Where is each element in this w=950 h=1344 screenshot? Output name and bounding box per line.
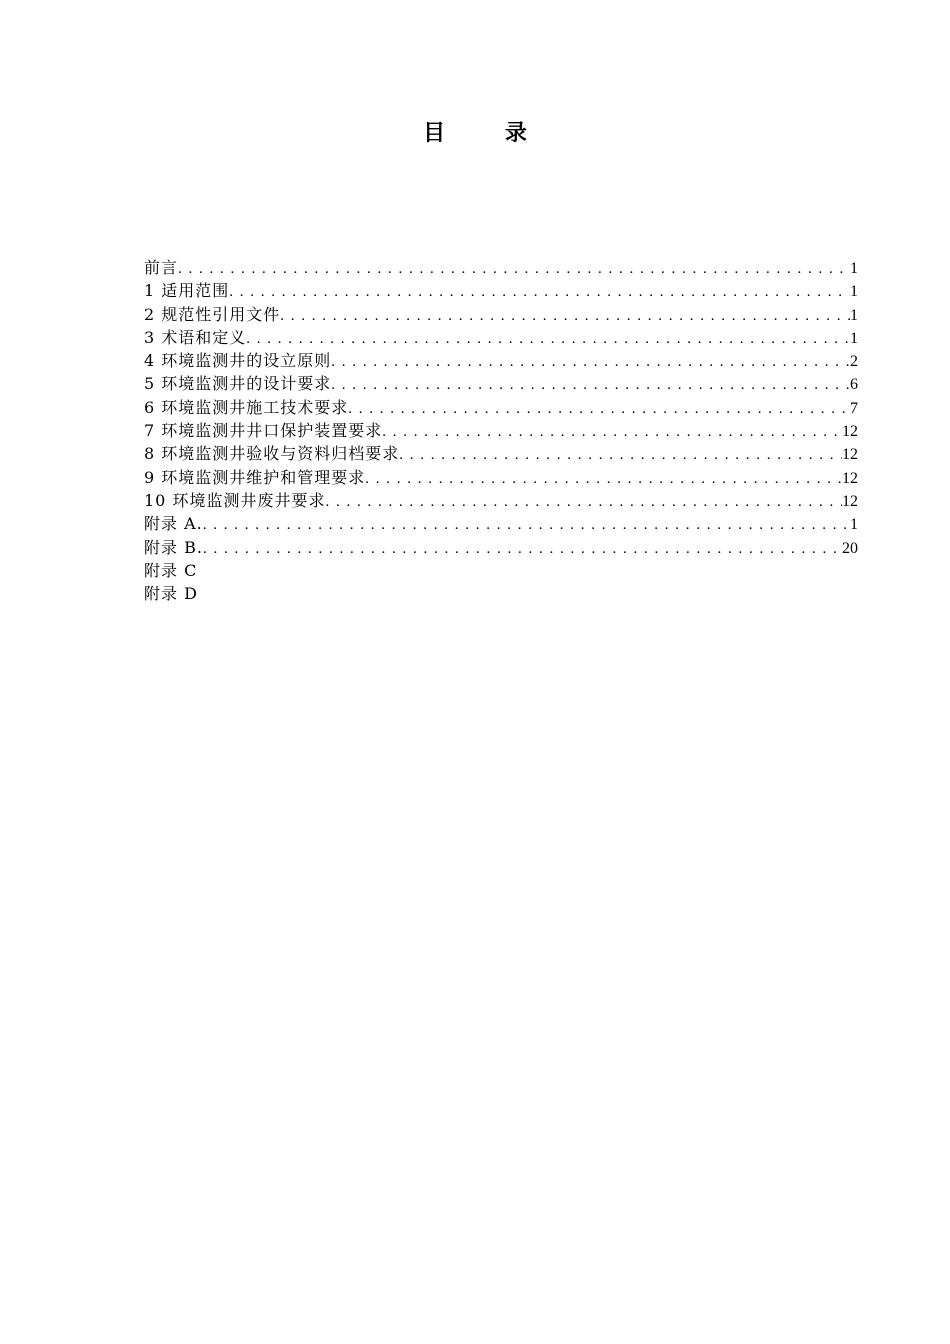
toc-entry-label: 7 环境监测井井口保护装置要求	[144, 421, 383, 441]
toc-entry-page: 1	[850, 329, 858, 347]
toc-entry-abandonment[interactable]	[144, 489, 858, 512]
toc-entry-page: 1	[850, 306, 858, 324]
toc-dot-leader	[365, 468, 842, 491]
toc-entry-label: 1 适用范围	[144, 281, 230, 301]
toc-entry-label: 附录 B.	[144, 537, 203, 557]
toc-dot-leader	[280, 305, 850, 328]
toc-entry-page: 20	[842, 539, 858, 557]
table-of-contents	[144, 256, 858, 605]
toc-entry-page: 6	[850, 376, 858, 394]
toc-entry-normative-references[interactable]	[144, 303, 858, 326]
toc-entry-label: 4 环境监测井的设立原则	[144, 351, 332, 371]
toc-entry-terms-definitions[interactable]	[144, 326, 858, 349]
toc-entry-label: 2 规范性引用文件	[144, 304, 281, 324]
toc-entry-page: 7	[850, 399, 858, 417]
toc-entry-label: 前言	[144, 258, 179, 277]
toc-entry-label: 8 环境监测井验收与资料归档要求	[144, 444, 400, 464]
toc-dot-leader	[229, 281, 850, 304]
toc-dot-leader	[399, 444, 842, 467]
toc-dot-leader	[246, 328, 850, 351]
toc-entry-label: 9 环境监测井维护和管理要求	[144, 467, 366, 487]
toc-entry-label: 5 环境监测井的设计要求	[144, 374, 332, 394]
toc-entry-design-requirements[interactable]	[144, 372, 858, 395]
toc-entry-label: 附录 D	[144, 584, 198, 604]
toc-entry-wellhead-protection[interactable]	[144, 419, 858, 442]
toc-entry-appendix-d[interactable]	[144, 582, 858, 605]
toc-dot-leader	[331, 351, 850, 374]
toc-entry-page: 12	[842, 423, 858, 441]
toc-entry-page: 1	[850, 516, 858, 534]
toc-entry-scope[interactable]	[144, 279, 858, 302]
toc-entry-appendix-b[interactable]	[144, 536, 858, 559]
toc-dot-leader	[325, 491, 842, 514]
toc-dot-leader	[178, 258, 850, 281]
toc-entry-page: 2	[850, 353, 858, 371]
toc-entry-page: 12	[842, 492, 858, 510]
toc-entry-page: 12	[842, 469, 858, 487]
toc-entry-label: 10 环境监测井废井要求	[144, 490, 326, 510]
toc-entry-acceptance-archiving[interactable]	[144, 442, 858, 465]
toc-entry-page: 1	[850, 260, 858, 277]
toc-entry-label: 附录 C	[144, 560, 198, 580]
toc-entry-foreword[interactable]	[144, 256, 858, 279]
toc-dot-leader	[382, 421, 842, 444]
toc-entry-appendix-a[interactable]	[144, 512, 858, 535]
toc-entry-construction-requirements[interactable]	[144, 396, 858, 419]
toc-title: 目 录	[423, 121, 553, 146]
toc-dot-leader	[331, 374, 850, 397]
toc-entry-appendix-c[interactable]	[144, 559, 858, 582]
toc-dot-leader	[348, 398, 850, 421]
toc-dot-leader	[203, 514, 850, 537]
toc-entry-label: 6 环境监测井施工技术要求	[144, 397, 349, 417]
toc-entry-label: 3 术语和定义	[144, 327, 247, 347]
toc-entry-page: 12	[842, 446, 858, 464]
toc-entry-maintenance-management[interactable]	[144, 466, 858, 489]
toc-entry-label: 附录 A.	[144, 514, 203, 534]
toc-entry-setup-principles[interactable]	[144, 349, 858, 372]
toc-entry-page: 1	[850, 283, 858, 301]
toc-dot-leader	[203, 538, 842, 561]
